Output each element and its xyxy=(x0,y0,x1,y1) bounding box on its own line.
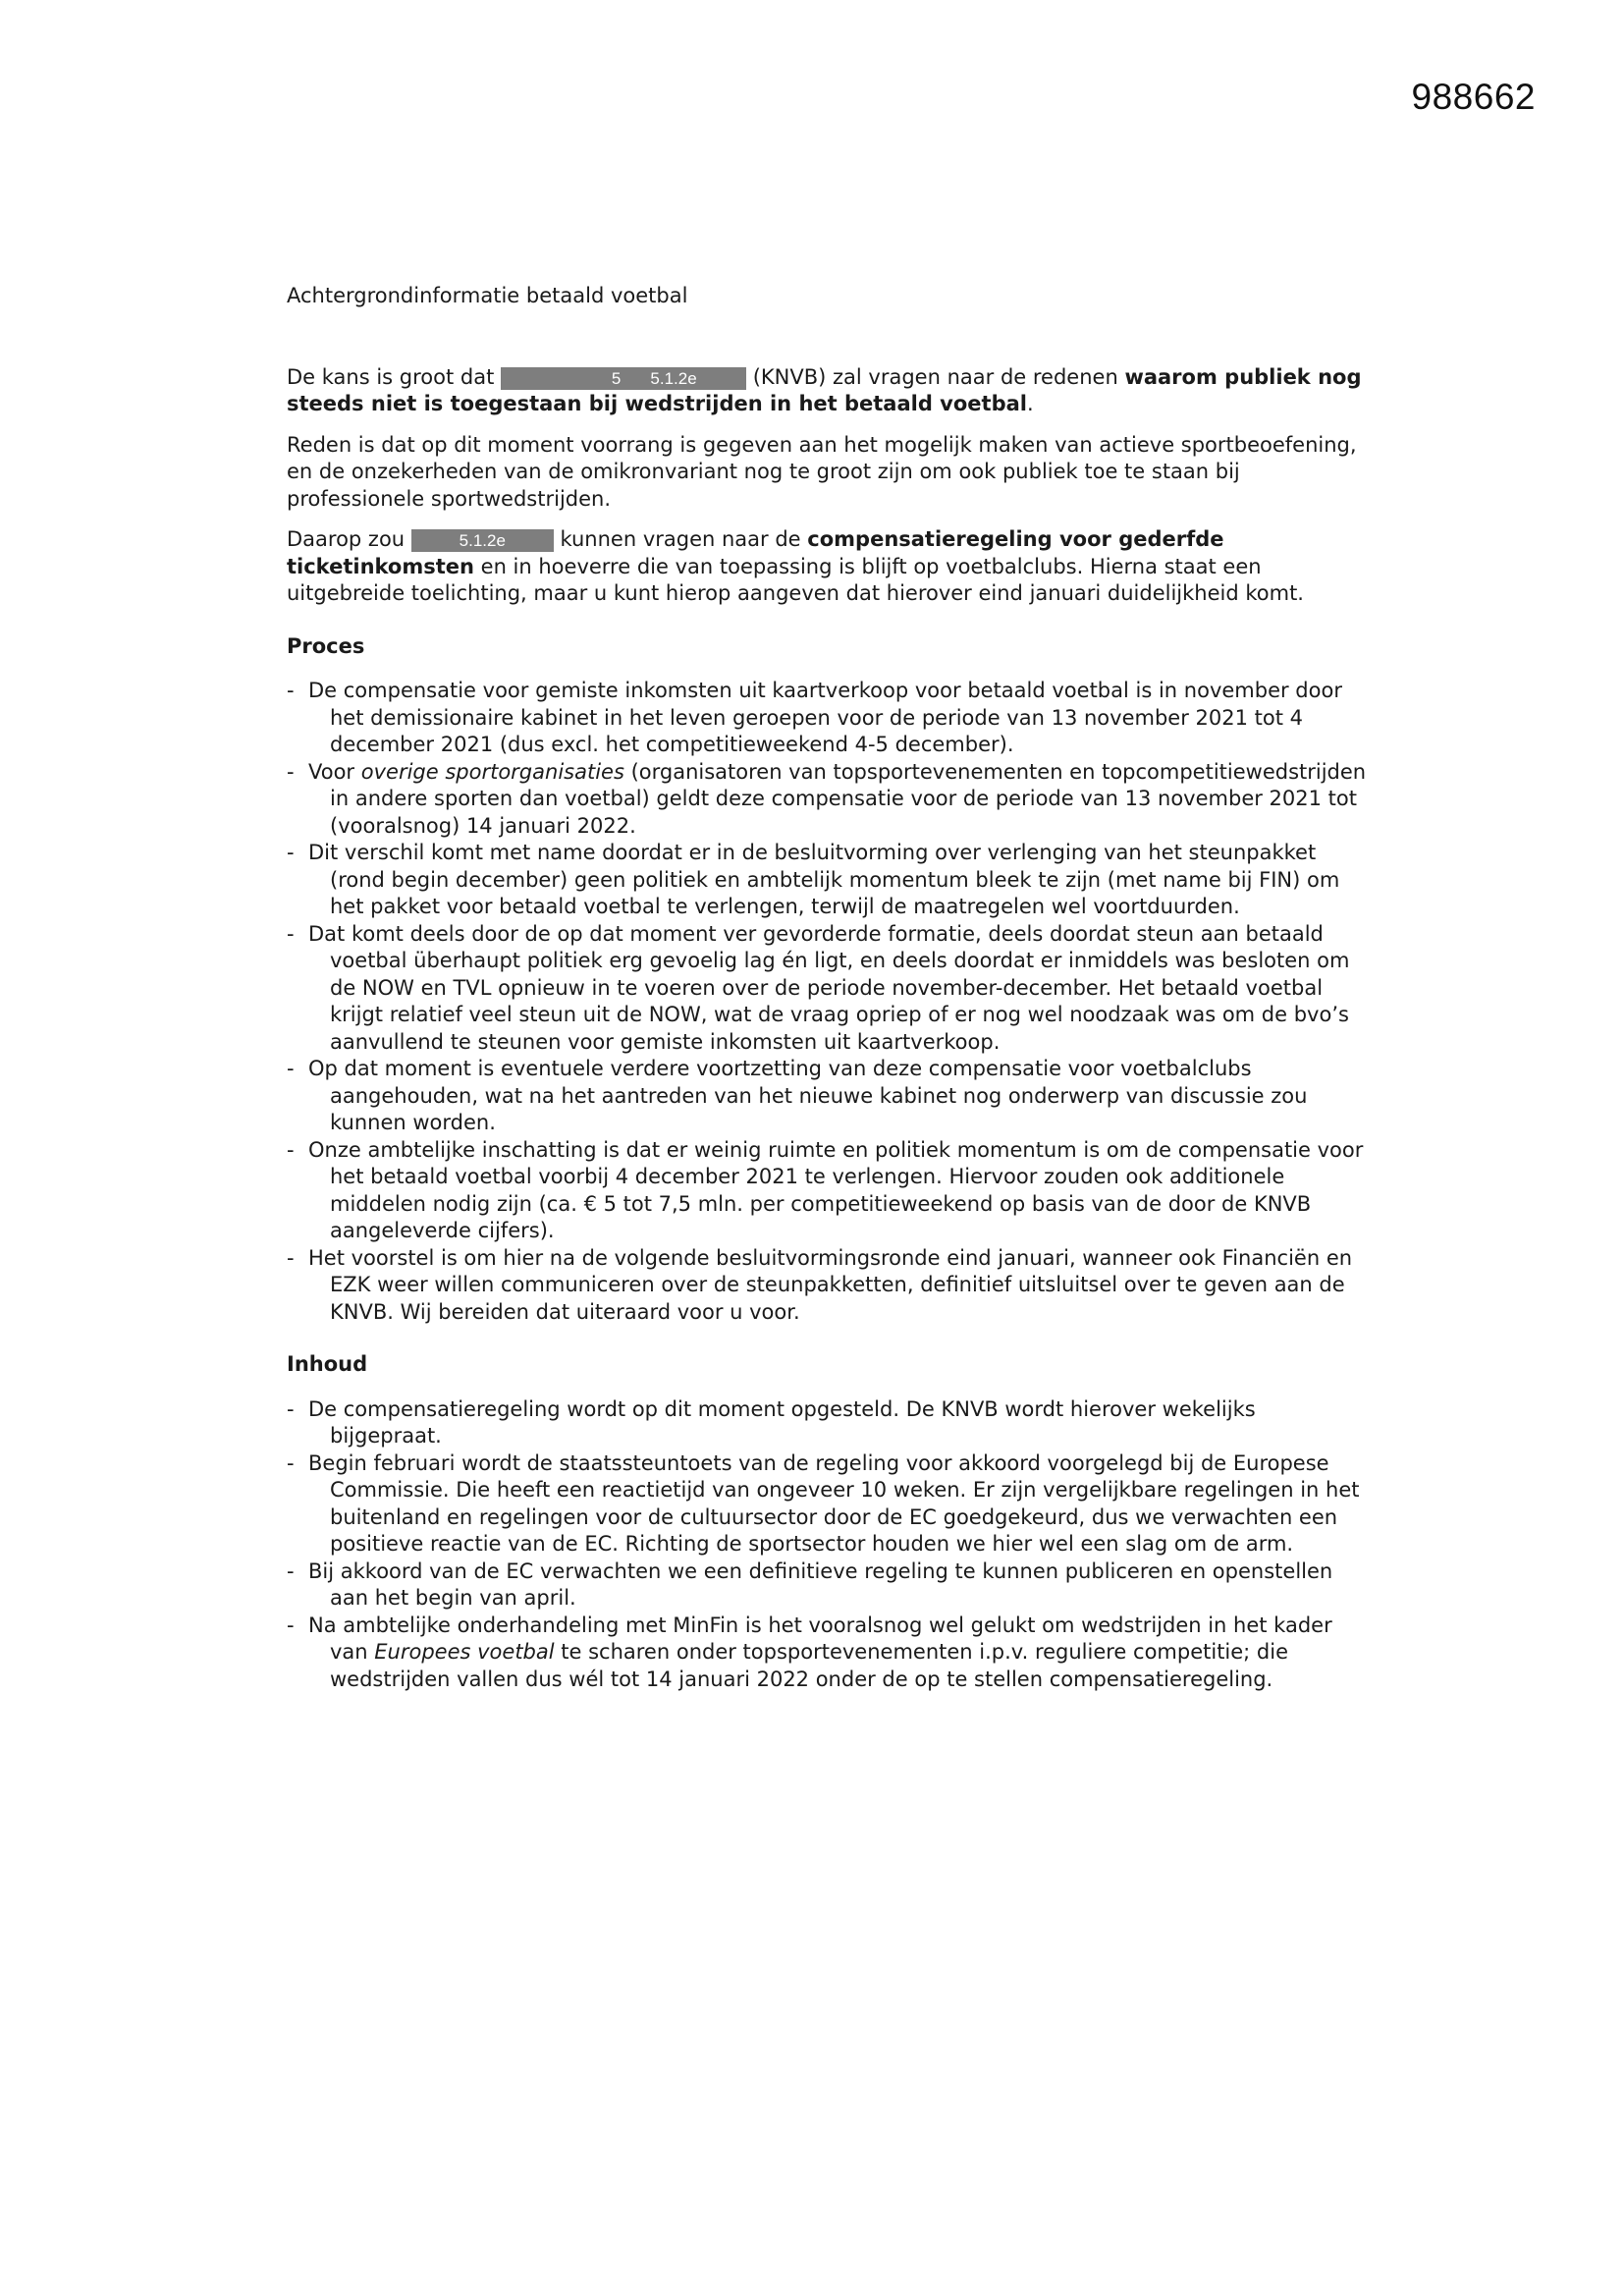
list-item: - Op dat moment is eventuele verdere voortzetting van deze compensatie voor voetbalclubs aangehouden, wat na het aantreden van het nieuwe kabinet nog onderwerp van discussie zou kunnen worden. xyxy=(287,1056,1367,1137)
list-item: - Begin februari wordt de staatssteuntoets van de regeling voor akkoord voorgelegd bij de Europese Commissie. Die heeft een reactietijd van ongeveer 10 weken. Er zijn vergelijkbare regelingen in het buitenland en regelingen voor de cultuursector door de EC goedgekeurd, dus we verwachten een positieve reactie van de EC. Richting de sportsector houden we hier wel een slag om de arm. xyxy=(287,1450,1367,1558)
paragraph-compensation: Daarop zou 5.1.2e kunnen vragen naar de compensatieregeling voor gederfde ticketinkomsten en in hoeverre die van toepassing is blijft op voetbalclubs. Hierna staat een uitgebreide toelichting, maar u kunt hierop aangeven dat hierover eind januari duidelijkheid komt. xyxy=(287,527,1304,605)
list-item: - Voor overige sportorganisaties (organisatoren van topsportevenementen en topcompetitiewedstrijden in andere sporten dan voetbal) geldt deze compensatie voor de periode van 13 november 2021 tot (vooralsnog) 14 januari 2022. xyxy=(287,759,1367,841)
list-item: - Het voorstel is om hier na de volgende besluitvormingsronde eind januari, wanneer ook Financiën en EZK weer willen communiceren over de steunpakketten, definitief uitsluitsel over te geven aan de KNVB. Wij bereiden dat uiteraard voor u voor. xyxy=(287,1245,1367,1327)
paragraph-intro: De kans is groot dat 5 5.1.2e (KNVB) zal vragen naar de redenen waarom publiek nog steeds niet is toegestaan bij wedstrijden in het betaald voetbal. xyxy=(287,364,1362,415)
redaction-block: 5.1.2e xyxy=(411,529,554,552)
list-item: - Dat komt deels door de op dat moment ver gevorderde formatie, deels doordat steun aan betaald voetbal überhaupt politiek erg gevoelig lag én ligt, en deels doordat er inmiddels was besloten om de NOW en TVL opnieuw in te voeren over de periode november-december. Het betaald voetbal krijgt relatief veel steun uit de NOW, wat de vraag opriep of er nog wel noodzaak was om de bvo’s aanvullend te steunen voor gemiste inkomsten uit kaartverkoop. xyxy=(287,921,1367,1057)
list-item: - De compensatieregeling wordt op dit moment opgesteld. De KNVB wordt hierover wekelijks bijgepraat. xyxy=(287,1396,1367,1450)
document-title: Achtergrondinformatie betaald voetbal xyxy=(287,284,688,307)
section-heading-inhoud: Inhoud xyxy=(287,1352,368,1376)
redaction-block: 5 5.1.2e xyxy=(501,367,746,390)
document-id: 988662 xyxy=(1411,77,1536,117)
list-item: - Dit verschil komt met name doordat er in de besluitvorming over verlenging van het steunpakket (rond begin december) geen politiek en ambtelijk momentum bleek te zijn (met name bij FIN) om het pakket voor betaald voetbal te verlengen, terwijl de maatregelen wel voortduurden. xyxy=(287,840,1367,921)
list-item: - Bij akkoord van de EC verwachten we een definitieve regeling te kunnen publiceren en openstellen aan het begin van april. xyxy=(287,1558,1367,1613)
list-item: - De compensatie voor gemiste inkomsten uit kaartverkoop voor betaald voetbal is in november door het demissionaire kabinet in het leven geroepen voor de periode van 13 november 2021 tot 4 december 2021 (dus excl. het competitieweekend 4-5 december). xyxy=(287,678,1367,759)
list-item: - Na ambtelijke onderhandeling met MinFin is het vooralsnog wel gelukt om wedstrijden in het kader van Europees voetbal te scharen onder topsportevenementen i.p.v. reguliere competitie; die wedstrijden vallen dus wél tot 14 januari 2022 onder de op te stellen compensatieregeling. xyxy=(287,1613,1367,1694)
section-heading-proces: Proces xyxy=(287,633,365,658)
document-body xyxy=(287,283,1367,1703)
paragraph-reason: Reden is dat op dit moment voorrang is gegeven aan het mogelijk maken van actieve sportbeoefening, en de onzekerheden van de omikronvariant nog te groot zijn om ook publiek toe te staan bij professionele sportwedstrijden. xyxy=(287,432,1357,511)
proces-list xyxy=(287,678,1367,1326)
inhoud-list xyxy=(287,1396,1367,1694)
list-item: - Onze ambtelijke inschatting is dat er weinig ruimte en politiek momentum is om de compensatie voor het betaald voetbal voorbij 4 december 2021 te verlengen. Hiervoor zouden ook additionele middelen nodig zijn (ca. € 5 tot 7,5 mln. per competitieweekend op basis van de door de KNVB aangeleverde cijfers). xyxy=(287,1137,1367,1245)
